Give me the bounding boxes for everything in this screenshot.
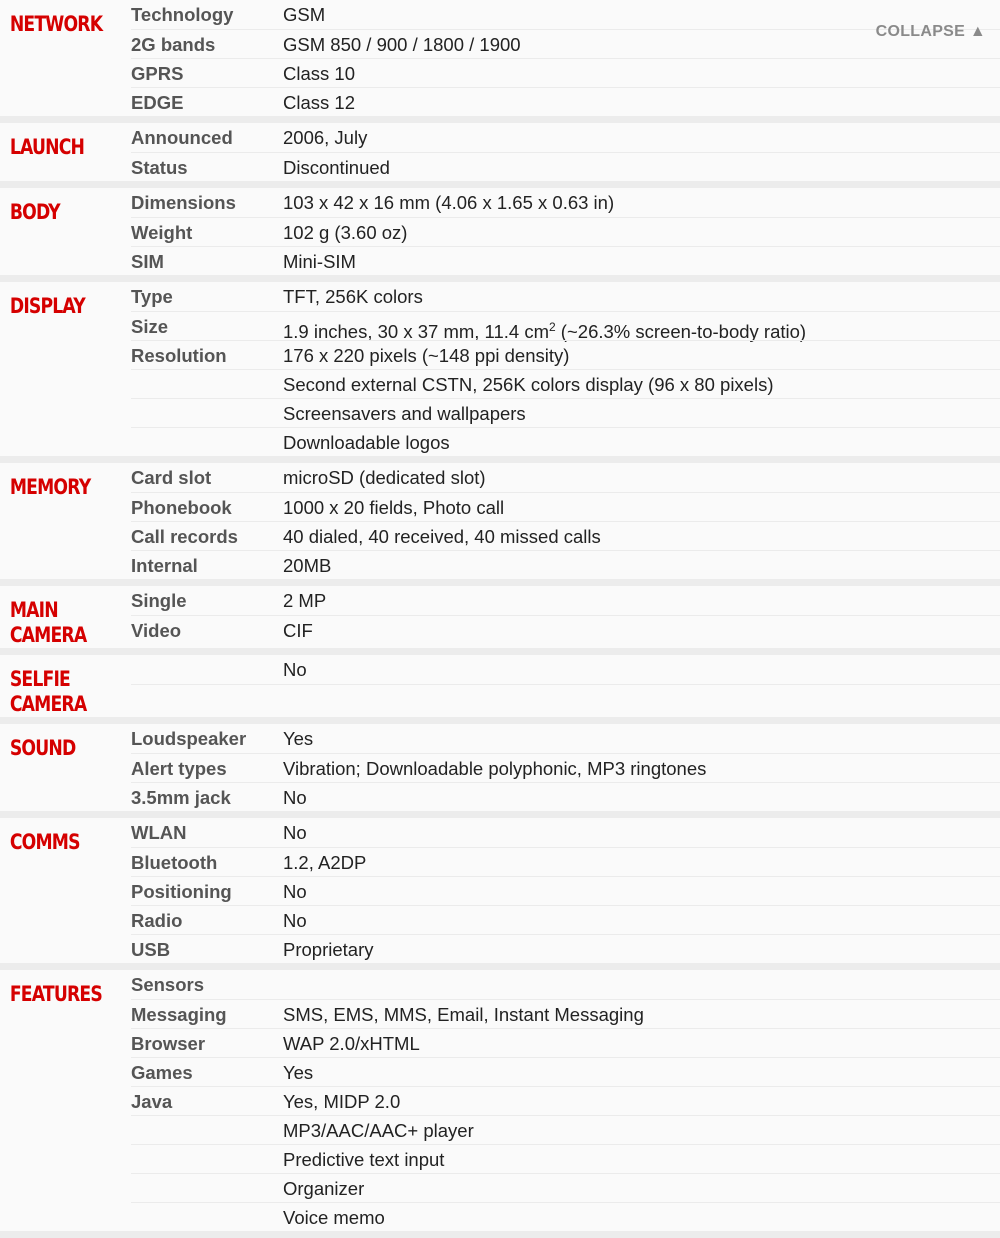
spec-value: Screensavers and wallpapers: [283, 398, 1000, 427]
spec-row: [131, 550, 1000, 579]
section-divider: [0, 579, 1000, 586]
spec-value: Yes, MIDP 2.0: [283, 1086, 1000, 1115]
spec-label: Bluetooth: [131, 847, 283, 876]
spec-label: Messaging: [131, 999, 283, 1028]
spec-row: [131, 655, 1000, 684]
section-divider: [0, 1231, 1000, 1238]
spec-value: CIF: [283, 615, 1000, 644]
spec-label: [131, 398, 283, 427]
spec-value: 1.2, A2DP: [283, 847, 1000, 876]
spec-row: [131, 753, 1000, 782]
spec-row: [131, 87, 1000, 116]
section-divider: [0, 116, 1000, 123]
spec-row: [131, 398, 1000, 427]
spec-row: [131, 188, 1000, 217]
spec-value: 2 MP: [283, 590, 327, 611]
spec-value: 2006, July: [283, 127, 368, 148]
spec-value: No: [283, 822, 307, 843]
spec-section-sound: [0, 724, 1000, 811]
spec-label: [131, 655, 283, 684]
section-title: SELFIE CAMERA: [9, 667, 87, 716]
spec-label: Alert types: [131, 753, 283, 782]
spec-label: [131, 1115, 283, 1144]
section-title: LAUNCH: [9, 135, 85, 159]
spec-value: 1000 x 20 fields, Photo call: [283, 492, 1000, 521]
spec-label: Video: [131, 615, 283, 644]
spec-value: Yes: [283, 728, 314, 749]
spec-label: Status: [131, 152, 283, 181]
spec-label: Games: [131, 1057, 283, 1086]
spec-row: [131, 684, 1000, 713]
spec-value: 176 x 220 pixels (~148 ppi density): [283, 340, 1000, 369]
section-title: SOUND: [9, 736, 76, 760]
spec-row: [131, 152, 1000, 181]
section-title: FEATURES: [9, 982, 102, 1006]
spec-row: [131, 1173, 1000, 1202]
spec-rows: [131, 818, 1000, 963]
collapse-button[interactable]: COLLAPSE ▲: [875, 23, 986, 40]
spec-rows: [131, 188, 1000, 275]
spec-label: Card slot: [131, 467, 212, 488]
spec-value: Proprietary: [283, 934, 1000, 963]
spec-value-text: 1.9 inches, 30 x 37 mm, 11.4 cm: [283, 321, 549, 343]
spec-row: [131, 905, 1000, 934]
spec-row: [131, 1057, 1000, 1086]
section-title: NETWORK: [9, 12, 103, 36]
spec-label: Dimensions: [131, 192, 236, 213]
spec-rows: [131, 463, 1000, 579]
spec-value: 102 g (3.60 oz): [283, 217, 1000, 246]
spec-row: [131, 427, 1000, 456]
spec-rows: [131, 123, 1000, 181]
spec-value: [283, 684, 1000, 713]
spec-label: Weight: [131, 217, 283, 246]
spec-label: Call records: [131, 521, 283, 550]
spec-rows: [131, 655, 1000, 717]
spec-row: [131, 369, 1000, 398]
spec-row: [131, 970, 1000, 999]
spec-value: No: [283, 782, 1000, 811]
spec-value: No: [283, 659, 307, 680]
spec-value: No: [283, 905, 1000, 934]
spec-row: [131, 615, 1000, 644]
spec-row: [131, 282, 1000, 311]
spec-value: GSM 850 / 900 / 1800 / 1900: [283, 29, 1000, 58]
spec-label: [131, 369, 283, 398]
spec-value: [283, 970, 1000, 999]
spec-row: [131, 246, 1000, 275]
spec-value-text: (~26.3% screen-to-body ratio): [555, 321, 807, 343]
spec-rows: [131, 282, 1000, 456]
section-title: BODY: [9, 200, 60, 224]
spec-label: Resolution: [131, 340, 283, 369]
spec-value: No: [283, 876, 1000, 905]
spec-section-launch: [0, 123, 1000, 181]
spec-row: [131, 521, 1000, 550]
spec-label: EDGE: [131, 87, 283, 116]
spec-label: Internal: [131, 550, 283, 579]
spec-value: Class 10: [283, 58, 1000, 87]
spec-row: [131, 463, 1000, 492]
spec-section-features: [0, 970, 1000, 1231]
spec-row: [131, 217, 1000, 246]
spec-section-comms: [0, 818, 1000, 963]
spec-label: Type: [131, 286, 173, 307]
spec-value: Vibration; Downloadable polyphonic, MP3 ringtones: [283, 753, 1000, 782]
spec-label: Radio: [131, 905, 283, 934]
spec-value: Predictive text input: [283, 1144, 1000, 1173]
spec-value: MP3/AAC/AAC+ player: [283, 1115, 1000, 1144]
spec-label: [131, 684, 283, 713]
section-title: DISPLAY: [9, 294, 85, 318]
spec-section-display: [0, 282, 1000, 456]
spec-section-memory: [0, 463, 1000, 579]
section-divider: [0, 811, 1000, 818]
spec-section-body: [0, 188, 1000, 275]
spec-label: 3.5mm jack: [131, 782, 283, 811]
spec-row: [131, 1202, 1000, 1231]
spec-label: GPRS: [131, 58, 283, 87]
section-title: MEMORY: [9, 475, 91, 499]
spec-row: [131, 492, 1000, 521]
spec-label: 2G bands: [131, 29, 283, 58]
spec-row: [131, 876, 1000, 905]
spec-label: Phonebook: [131, 492, 283, 521]
spec-label: Announced: [131, 127, 233, 148]
spec-value: 40 dialed, 40 received, 40 missed calls: [283, 521, 1000, 550]
spec-row: [131, 999, 1000, 1028]
spec-label: Single: [131, 590, 187, 611]
spec-section-selfie-camera: [0, 655, 1000, 717]
spec-label: Sensors: [131, 974, 205, 995]
spec-label: [131, 427, 283, 456]
section-divider: [0, 648, 1000, 655]
spec-label: Positioning: [131, 876, 283, 905]
spec-row: [131, 58, 1000, 87]
spec-row: [131, 782, 1000, 811]
spec-value: WAP 2.0/xHTML: [283, 1028, 1000, 1057]
spec-row: [131, 1086, 1000, 1115]
section-divider: [0, 456, 1000, 463]
spec-label: Browser: [131, 1028, 283, 1057]
spec-value: Class 12: [283, 87, 1000, 116]
spec-label: Size: [131, 311, 283, 340]
spec-rows: [131, 724, 1000, 811]
spec-row: [131, 1144, 1000, 1173]
spec-row: [131, 1115, 1000, 1144]
spec-row: [131, 724, 1000, 753]
spec-label: SIM: [131, 246, 283, 275]
section-divider: [0, 181, 1000, 188]
spec-value: microSD (dedicated slot): [283, 467, 486, 488]
spec-row: [131, 311, 1000, 343]
spec-label: USB: [131, 934, 283, 963]
spec-row: [131, 123, 1000, 152]
spec-label: Java: [131, 1086, 283, 1115]
spec-row: [131, 586, 1000, 615]
spec-row: [131, 934, 1000, 963]
spec-row: [131, 847, 1000, 876]
spec-label: [131, 1202, 283, 1231]
spec-row: [131, 1028, 1000, 1057]
spec-value: 103 x 42 x 16 mm (4.06 x 1.65 x 0.63 in): [283, 192, 615, 213]
spec-value: Voice memo: [283, 1202, 1000, 1231]
spec-value: Organizer: [283, 1173, 1000, 1202]
spec-label: [131, 1144, 283, 1173]
spec-value: Discontinued: [283, 152, 1000, 181]
section-divider: [0, 275, 1000, 282]
spec-section-network: [0, 0, 1000, 116]
spec-value: 20MB: [283, 550, 1000, 579]
spec-row: [131, 0, 1000, 29]
spec-value: Mini-SIM: [283, 246, 1000, 275]
spec-row: [131, 29, 1000, 58]
spec-label: Loudspeaker: [131, 728, 247, 749]
spec-rows: [131, 0, 1000, 116]
spec-value: TFT, 256K colors: [283, 286, 423, 307]
spec-rows: [131, 970, 1000, 1231]
spec-value: Second external CSTN, 256K colors display (96 x 80 pixels): [283, 369, 1000, 398]
section-title: MAIN CAMERA: [9, 598, 87, 647]
spec-label: [131, 1173, 283, 1202]
spec-value: SMS, EMS, MMS, Email, Instant Messaging: [283, 999, 1000, 1028]
spec-value: GSM: [283, 4, 326, 25]
spec-value: Yes: [283, 1057, 1000, 1086]
spec-label: WLAN: [131, 822, 187, 843]
spec-row: [131, 340, 1000, 369]
spec-row: [131, 818, 1000, 847]
section-divider: [0, 963, 1000, 970]
spec-value: Downloadable logos: [283, 427, 1000, 456]
section-title: COMMS: [9, 830, 80, 854]
section-divider: [0, 717, 1000, 724]
spec-value-superscript: 2: [548, 320, 556, 334]
spec-label: Technology: [131, 4, 234, 25]
spec-section-main-camera: [0, 586, 1000, 648]
spec-value: [283, 311, 1000, 343]
spec-rows: [131, 586, 1000, 648]
